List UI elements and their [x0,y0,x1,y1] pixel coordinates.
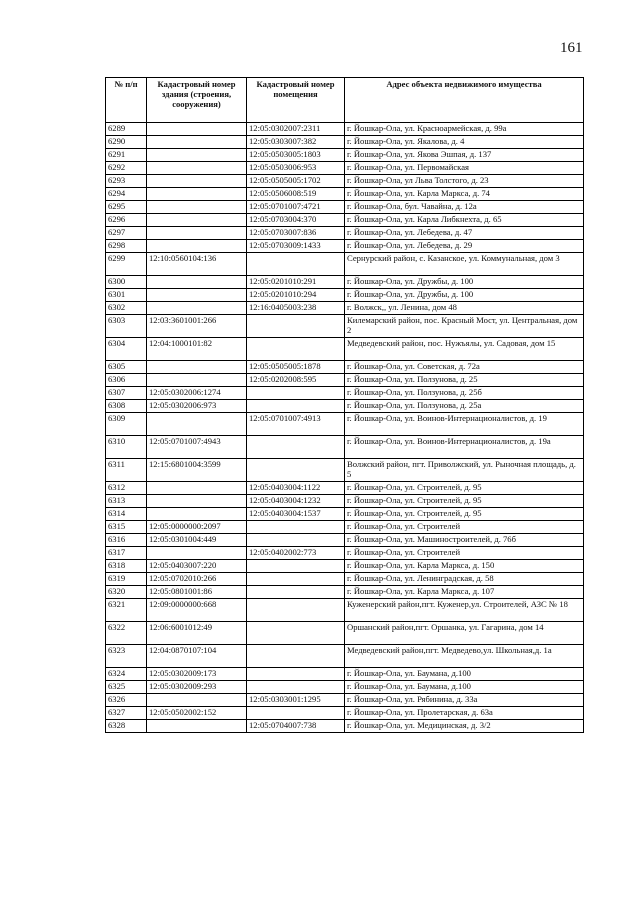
cell-building-cadastral: 12:05:0302009:173 [147,668,247,681]
cell-premise-cadastral [247,521,345,534]
cell-building-cadastral: 12:10:0560104:136 [147,253,247,276]
cell-premise-cadastral [247,573,345,586]
cell-building-cadastral: 12:15:6801004:3599 [147,459,247,482]
cell-num: 6304 [106,338,147,361]
table-row [106,214,584,227]
table-row [106,162,584,175]
table-row [106,586,584,599]
cell-address: г. Йошкар-Ола, ул Льва Толстого, д. 23 [345,175,584,188]
cell-address: г. Йошкар-Ола, ул. Пролетарская, д. 63а [345,707,584,720]
cell-building-cadastral [147,694,247,707]
table-row [106,495,584,508]
header-address: Адрес объекта недвижимого имущества [345,78,584,123]
cell-address: Медведевский район,пгт. Медведево,ул. Школьная,д. 1а [345,645,584,668]
cell-premise-cadastral: 12:05:0703009:1433 [247,240,345,253]
cell-address: г. Йошкар-Ола, ул. Ползунова, д. 25б [345,387,584,400]
table-row [106,720,584,733]
table-row [106,136,584,149]
cell-address: Куженерский район,пгт. Куженер,ул. Строителей, АЗС № 18 [345,599,584,622]
table-row [106,149,584,162]
cell-num: 6299 [106,253,147,276]
cell-premise-cadastral [247,400,345,413]
cell-premise-cadastral: 12:05:0403004:1122 [247,482,345,495]
cell-building-cadastral: 12:05:0000000:2097 [147,521,247,534]
header-premise-cadastral: Кадастровый номер помещения [247,78,345,123]
table-row [106,240,584,253]
cell-num: 6295 [106,201,147,214]
cell-premise-cadastral [247,253,345,276]
cell-premise-cadastral: 12:05:0703004:370 [247,214,345,227]
cell-num: 6326 [106,694,147,707]
page-number: 161 [560,40,583,56]
cell-premise-cadastral: 12:05:0303001:1295 [247,694,345,707]
table-row [106,573,584,586]
cell-address: г. Йошкар-Ола, ул. Рябинина, д. 33а [345,694,584,707]
cell-building-cadastral [147,495,247,508]
cell-num: 6309 [106,413,147,436]
table-row [106,508,584,521]
cell-num: 6318 [106,560,147,573]
cell-num: 6306 [106,374,147,387]
cell-num: 6292 [106,162,147,175]
cell-premise-cadastral [247,707,345,720]
cell-address: г. Йошкар-Ола, ул. Советская, д. 72а [345,361,584,374]
cell-premise-cadastral [247,599,345,622]
cell-building-cadastral: 12:05:0403007:220 [147,560,247,573]
cell-num: 6328 [106,720,147,733]
cell-num: 6308 [106,400,147,413]
table-row [106,534,584,547]
cell-premise-cadastral [247,560,345,573]
cell-building-cadastral [147,482,247,495]
cell-address: г. Йошкар-Ола, ул. Лебедева, д. 47 [345,227,584,240]
table-row [106,459,584,482]
cell-premise-cadastral [247,436,345,459]
cell-premise-cadastral: 12:05:0505005:1878 [247,361,345,374]
table-row [106,188,584,201]
header-num: № п/п [106,78,147,123]
table-row [106,547,584,560]
cell-num: 6316 [106,534,147,547]
cell-premise-cadastral: 12:05:0701007:4913 [247,413,345,436]
cell-building-cadastral [147,302,247,315]
cell-building-cadastral [147,123,247,136]
cell-address: Килемарский район, пос. Красный Мост, ул. Центральная, дом 2 [345,315,584,338]
cell-num: 6294 [106,188,147,201]
table-row [106,374,584,387]
cell-num: 6293 [106,175,147,188]
table-row [106,227,584,240]
cell-address: г. Йошкар-Ола, ул. Строителей [345,547,584,560]
cell-premise-cadastral [247,534,345,547]
cell-premise-cadastral: 12:05:0403004:1232 [247,495,345,508]
table-row [106,289,584,302]
cell-building-cadastral [147,361,247,374]
cell-premise-cadastral: 12:05:0202008:595 [247,374,345,387]
cell-address: г. Йошкар-Ола, ул. Машиностроителей, д. 76б [345,534,584,547]
header-building-cadastral: Кадастровый номер здания (строения, сооружения) [147,78,247,123]
cell-premise-cadastral: 12:05:0302007:2311 [247,123,345,136]
cell-address: г. Йошкар-Ола, ул. Ползунова, д. 25а [345,400,584,413]
cell-premise-cadastral: 12:05:0506008:519 [247,188,345,201]
cell-building-cadastral [147,136,247,149]
cell-building-cadastral [147,175,247,188]
table-row [106,681,584,694]
cell-num: 6297 [106,227,147,240]
table-body [106,123,584,733]
table-row [106,400,584,413]
cell-building-cadastral: 12:05:0702010:266 [147,573,247,586]
cell-address: г. Йошкар-Ола, ул. Ползунова, д. 25 [345,374,584,387]
table-row [106,645,584,668]
cell-building-cadastral: 12:05:0302006:1274 [147,387,247,400]
cell-premise-cadastral [247,387,345,400]
cell-premise-cadastral [247,668,345,681]
cell-num: 6322 [106,622,147,645]
cell-address: Сернурский район, с. Казанское, ул. Коммунальная, дом 3 [345,253,584,276]
cell-building-cadastral [147,240,247,253]
cell-num: 6291 [106,149,147,162]
cell-num: 6310 [106,436,147,459]
cell-premise-cadastral: 12:05:0703007:836 [247,227,345,240]
table-row [106,123,584,136]
cell-num: 6313 [106,495,147,508]
cell-address: г. Волжск,, ул. Ленина, дом 48 [345,302,584,315]
cell-building-cadastral: 12:04:0870107:104 [147,645,247,668]
table-row [106,315,584,338]
cell-num: 6290 [106,136,147,149]
cell-building-cadastral [147,214,247,227]
cell-building-cadastral: 12:05:0502002:152 [147,707,247,720]
cell-address: г. Йошкар-Ола, ул. Дружбы, д. 100 [345,289,584,302]
cell-address: г. Йошкар-Ола, ул. Карла Маркса, д. 107 [345,586,584,599]
cell-num: 6319 [106,573,147,586]
cell-building-cadastral [147,162,247,175]
cell-address: г. Йошкар-Ола, ул. Карла Либкнехта, д. 65 [345,214,584,227]
cell-num: 6327 [106,707,147,720]
cell-premise-cadastral [247,622,345,645]
cell-premise-cadastral: 12:05:0505005:1702 [247,175,345,188]
cell-address: г. Йошкар-Ола, ул. Лебедева, д. 29 [345,240,584,253]
cell-building-cadastral: 12:09:0000000:668 [147,599,247,622]
cell-premise-cadastral: 12:05:0503006:953 [247,162,345,175]
table-row [106,361,584,374]
cell-premise-cadastral: 12:05:0402002:773 [247,547,345,560]
cell-address: Оршанский район,пгт. Оршанка, ул. Гагарина, дом 14 [345,622,584,645]
cell-premise-cadastral [247,315,345,338]
cell-num: 6289 [106,123,147,136]
table-header-row [106,78,584,123]
cell-building-cadastral: 12:03:3601001:266 [147,315,247,338]
cell-address: г. Йошкар-Ола, ул. Ленинградская, д. 58 [345,573,584,586]
cell-building-cadastral [147,149,247,162]
cell-premise-cadastral: 12:05:0201010:294 [247,289,345,302]
cell-premise-cadastral [247,645,345,668]
cell-premise-cadastral [247,681,345,694]
table-row [106,387,584,400]
cell-premise-cadastral [247,459,345,482]
cell-premise-cadastral: 12:16:0405003:238 [247,302,345,315]
table-row [106,622,584,645]
table-row [106,413,584,436]
cell-address: г. Йошкар-Ола, ул. Баумана, д.100 [345,681,584,694]
cell-num: 6307 [106,387,147,400]
cell-premise-cadastral: 12:05:0403004:1537 [247,508,345,521]
cell-building-cadastral [147,188,247,201]
cell-premise-cadastral [247,338,345,361]
cell-num: 6312 [106,482,147,495]
cell-address: г. Йошкар-Ола, ул. Строителей [345,521,584,534]
cell-address: Медведевский район, пос. Нужъялы, ул. Садовая, дом 15 [345,338,584,361]
cell-building-cadastral: 12:05:0701007:4943 [147,436,247,459]
cell-building-cadastral [147,374,247,387]
table-row [106,302,584,315]
cell-num: 6321 [106,599,147,622]
cell-address: г. Йошкар-Ола, бул. Чавайна, д. 12а [345,201,584,214]
cell-num: 6314 [106,508,147,521]
table-row [106,175,584,188]
cell-building-cadastral [147,547,247,560]
cell-address: г. Йошкар-Ола, ул. Красноармейская, д. 99а [345,123,584,136]
cell-num: 6298 [106,240,147,253]
cell-building-cadastral: 12:05:0801001:86 [147,586,247,599]
cell-address: г. Йошкар-Ола, ул. Карла Маркса, д. 150 [345,560,584,573]
cell-building-cadastral [147,720,247,733]
cell-num: 6303 [106,315,147,338]
cell-num: 6315 [106,521,147,534]
cell-building-cadastral [147,201,247,214]
table-row [106,668,584,681]
cell-num: 6296 [106,214,147,227]
cell-num: 6323 [106,645,147,668]
cell-premise-cadastral: 12:05:0201010:291 [247,276,345,289]
cell-address: г. Йошкар-Ола, ул. Якова Эшпая, д. 137 [345,149,584,162]
cell-address: г. Йошкар-Ола, ул. Воинов-Интернационалистов, д. 19а [345,436,584,459]
cell-premise-cadastral: 12:05:0303007:382 [247,136,345,149]
cell-address: г. Йошкар-Ола, ул. Строителей, д. 95 [345,482,584,495]
cell-num: 6305 [106,361,147,374]
cell-num: 6311 [106,459,147,482]
cell-building-cadastral [147,227,247,240]
table-row [106,482,584,495]
cell-building-cadastral: 12:04:1000101:82 [147,338,247,361]
cell-building-cadastral: 12:06:6001012:49 [147,622,247,645]
cell-premise-cadastral [247,586,345,599]
cell-address: Волжский район, пгт. Приволжский, ул. Рыночная площадь, д. 5 [345,459,584,482]
table-row [106,201,584,214]
cell-address: г. Йошкар-Ола, ул. Якалова, д. 4 [345,136,584,149]
table-row [106,694,584,707]
table-row [106,436,584,459]
cell-building-cadastral [147,276,247,289]
cell-premise-cadastral: 12:05:0701007:4721 [247,201,345,214]
cell-building-cadastral [147,508,247,521]
table-row [106,521,584,534]
cell-building-cadastral [147,289,247,302]
cell-address: г. Йошкар-Ола, ул. Медицинская, д. 3/2 [345,720,584,733]
cell-premise-cadastral: 12:05:0503005:1803 [247,149,345,162]
table-row [106,707,584,720]
cell-address: г. Йошкар-Ола, ул. Строителей, д. 95 [345,508,584,521]
cell-building-cadastral: 12:05:0302009:293 [147,681,247,694]
table-row [106,276,584,289]
cell-num: 6325 [106,681,147,694]
cell-address: г. Йошкар-Ола, ул. Воинов-Интернационалистов, д. 19 [345,413,584,436]
property-registry-table [105,77,584,733]
table-row [106,560,584,573]
cell-num: 6320 [106,586,147,599]
cell-building-cadastral [147,413,247,436]
cell-num: 6317 [106,547,147,560]
table-row [106,253,584,276]
cell-address: г. Йошкар-Ола, ул. Баумана, д.100 [345,668,584,681]
cell-num: 6301 [106,289,147,302]
cell-num: 6324 [106,668,147,681]
cell-address: г. Йошкар-Ола, ул. Дружбы, д. 100 [345,276,584,289]
cell-building-cadastral: 12:05:0301004:449 [147,534,247,547]
table-row [106,338,584,361]
cell-address: г. Йошкар-Ола, ул. Карла Маркса, д. 74 [345,188,584,201]
cell-num: 6300 [106,276,147,289]
cell-num: 6302 [106,302,147,315]
table-row [106,599,584,622]
cell-address: г. Йошкар-Ола, ул. Первомайская [345,162,584,175]
cell-address: г. Йошкар-Ола, ул. Строителей, д. 95 [345,495,584,508]
cell-premise-cadastral: 12:05:0704007:738 [247,720,345,733]
cell-building-cadastral: 12:05:0302006:973 [147,400,247,413]
